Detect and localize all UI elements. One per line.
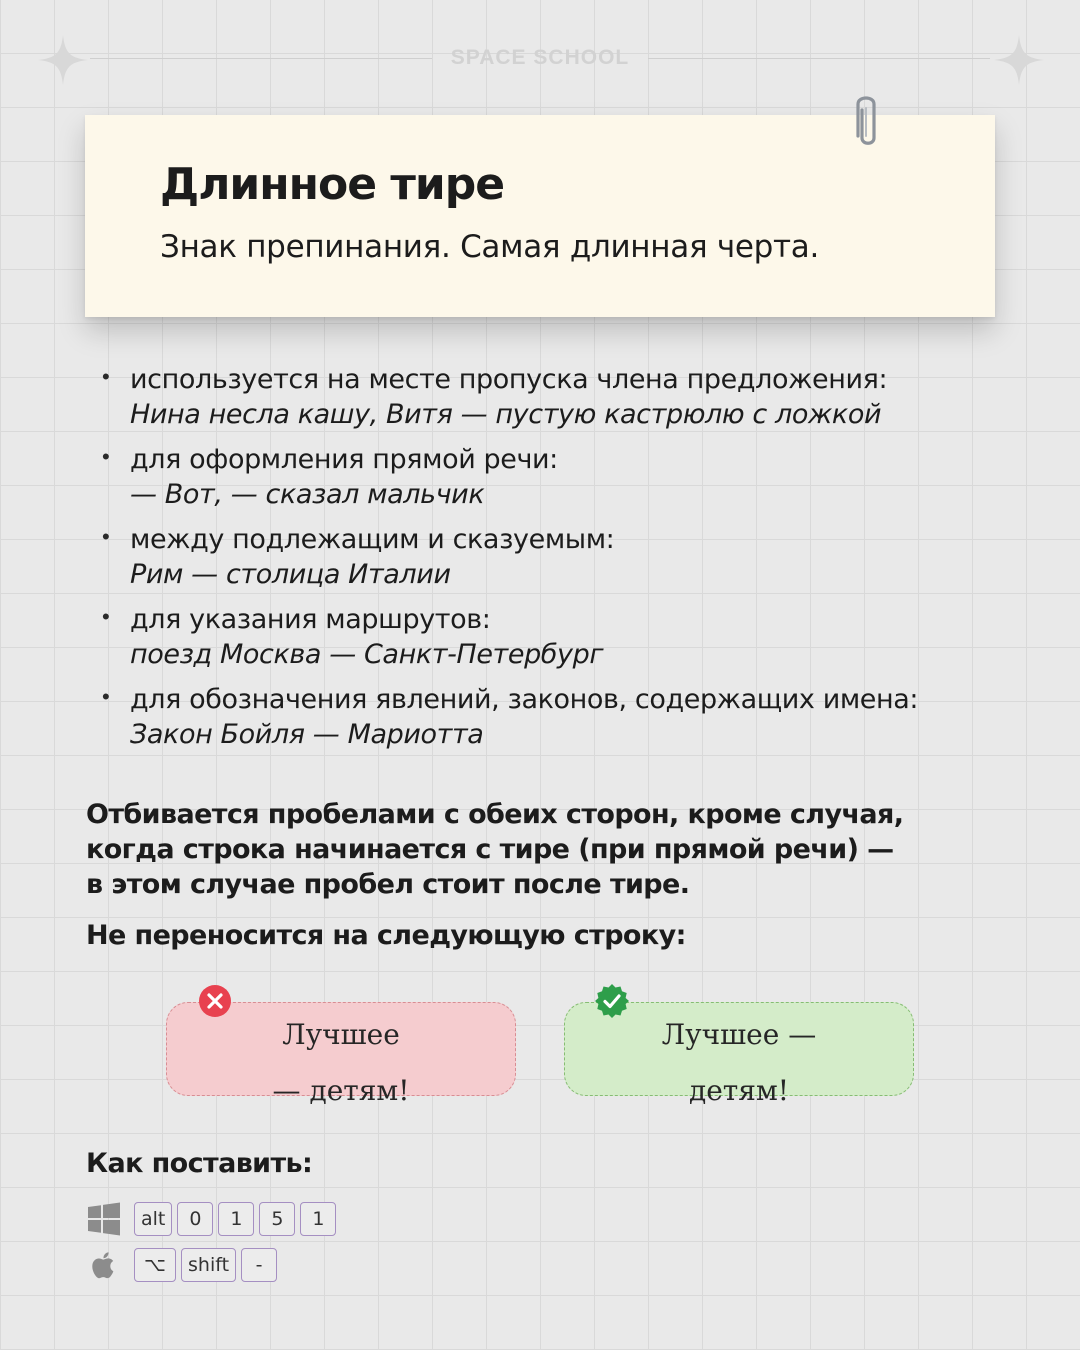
howto-title: Как поставить: (86, 1148, 313, 1179)
usage-list (95, 362, 1055, 762)
key: alt (134, 1202, 172, 1236)
spacing-rule-line: в этом случае пробел стоит после тире. (86, 869, 690, 900)
list-item (95, 602, 1055, 672)
key: shift (181, 1248, 236, 1282)
usage-text: для обозначения явлений, законов, содержащих имена: (130, 684, 919, 715)
definition-text: Знак препинания. Самая длинная черта. (160, 229, 820, 265)
bullet: • (102, 364, 110, 389)
mac-shortcut (86, 1245, 282, 1285)
right-example-line: Лучшее — (661, 1018, 817, 1051)
sparkle-icon (994, 35, 1044, 85)
bullet: • (102, 524, 110, 549)
right-example-line: детям! (689, 1074, 789, 1107)
usage-example: поезд Москва — Санкт-Петербург (130, 639, 604, 670)
windows-shortcut (86, 1199, 341, 1239)
spacing-rule-line: когда строка начинается с тире (при прямой речи) — (86, 834, 894, 865)
windows-icon (86, 1201, 122, 1237)
key: 0 (177, 1202, 213, 1236)
key: 5 (259, 1202, 295, 1236)
bullet: • (102, 444, 110, 469)
bullet: • (102, 604, 110, 629)
usage-example: Рим — столица Италии (130, 559, 451, 590)
cross-icon (197, 983, 233, 1019)
list-item (95, 522, 1055, 592)
no-wrap-rule: Не переносится на следующую строку: (86, 920, 686, 951)
option-key: ⌥ (134, 1248, 176, 1282)
usage-text: для указания маршрутов: (130, 604, 491, 635)
key: 1 (300, 1202, 336, 1236)
page-title: Длинное тире (160, 159, 505, 210)
list-item (95, 362, 1055, 432)
usage-example: Нина несла кашу, Витя — пустую кастрюлю с ложкой (130, 399, 882, 430)
brand-name: SPACE SCHOOL (450, 46, 630, 69)
wrong-example-line: — детям! (272, 1074, 410, 1107)
key: 1 (218, 1202, 254, 1236)
right-example-text (662, 993, 816, 1105)
usage-text: используется на месте пропуска члена предложения: (130, 364, 888, 395)
sparkle-icon (38, 35, 88, 85)
spacing-rule-line: Отбивается пробелами с обеих сторон, кроме случая, (86, 799, 904, 830)
wrong-example-text (273, 993, 410, 1105)
bullet: • (102, 684, 110, 709)
usage-text: между подлежащим и сказуемым: (130, 524, 615, 555)
key: - (241, 1248, 277, 1282)
check-icon (594, 983, 630, 1019)
apple-icon (86, 1247, 122, 1283)
list-item (95, 682, 1055, 752)
wrong-example-line: Лучшее (282, 1018, 400, 1051)
list-item (95, 442, 1055, 512)
paperclip-icon (848, 92, 888, 152)
usage-example: — Вот, — сказал мальчик (130, 479, 485, 510)
usage-example: Закон Бойля — Мариотта (130, 719, 484, 750)
usage-text: для оформления прямой речи: (130, 444, 558, 475)
